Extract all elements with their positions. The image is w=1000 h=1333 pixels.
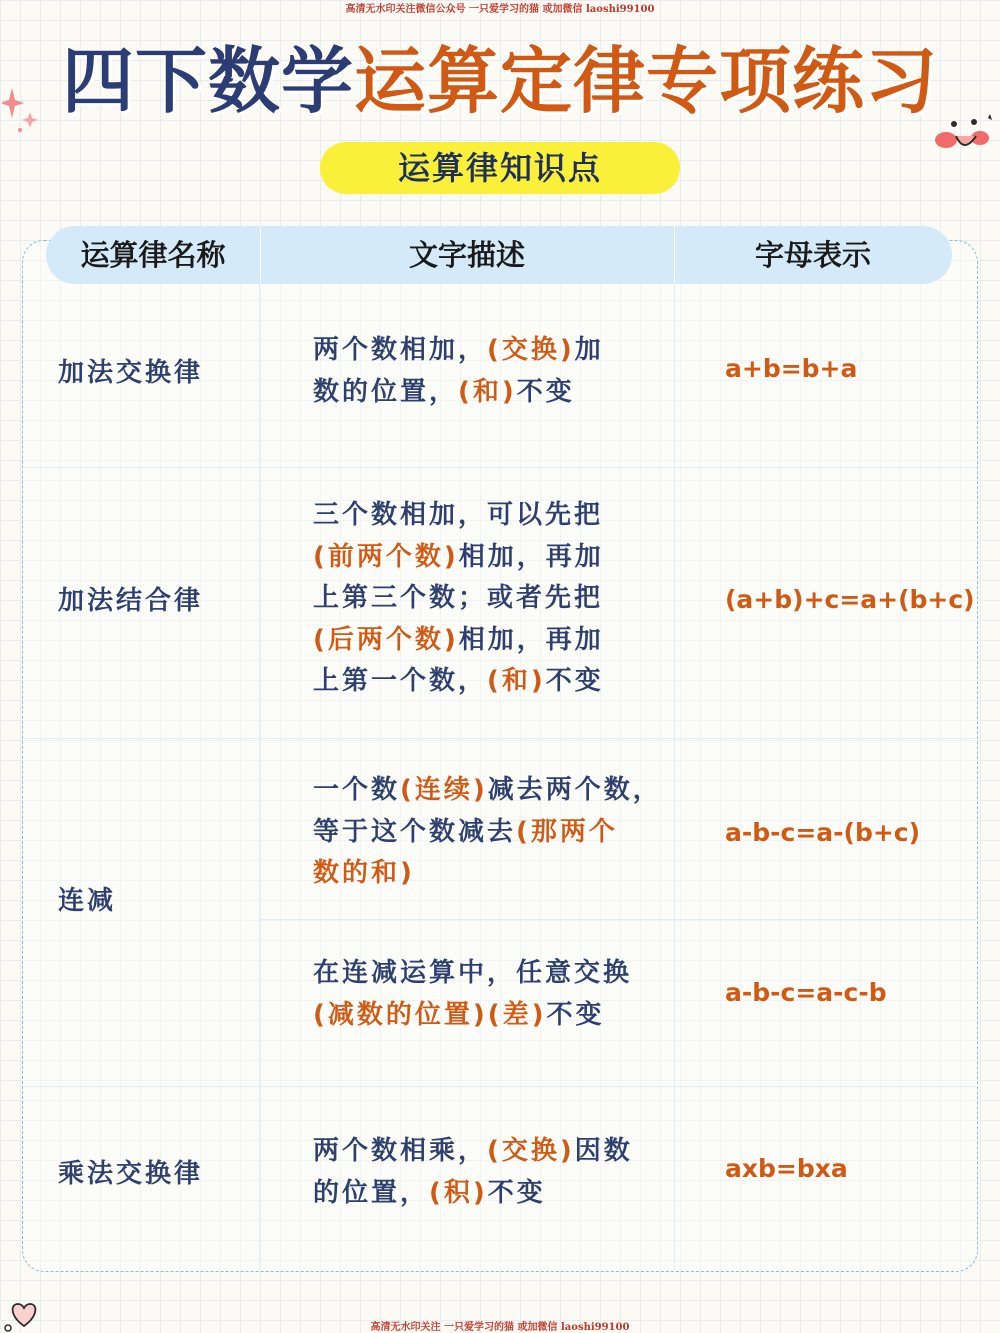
header-law-name: 运算律名称 [80, 238, 226, 272]
law-name: 乘法交换律 [58, 1159, 204, 1189]
row-divider [24, 1086, 976, 1087]
law-description [313, 1131, 633, 1214]
sparkle-icon [2, 86, 42, 136]
letter-formula: axb=bxa [725, 1154, 848, 1183]
title-part-grade: 四下数学 [61, 39, 354, 123]
law-name: 连减 [58, 886, 117, 916]
description-line: (前两个数)相加，再加 [313, 541, 604, 572]
description-line: 上第一个数，(和)不变 [313, 666, 604, 696]
description-line: 的位置，(积)不变 [313, 1177, 546, 1208]
highlight-text: (交换) [487, 1136, 575, 1166]
law-description [313, 330, 604, 413]
highlight-text: (那两个 [516, 816, 618, 847]
law-name: 加法交换律 [58, 358, 204, 388]
row-divider [260, 919, 976, 920]
top-watermark: 高清无水印关注微信公众号 一只爱学习的猫 或加微信 laoshi99100 [345, 4, 655, 15]
highlight-text: (前两个数) [313, 541, 459, 572]
highlight-text: (和) [487, 666, 546, 696]
description-line: 两个数相加，(交换)加 [313, 335, 604, 365]
highlight-text: (连续) [400, 775, 488, 805]
description-line: 等于这个数减去(那两个 [313, 816, 618, 847]
law-name: 加法结合律 [58, 586, 204, 616]
section-subtitle: 运算律知识点 [320, 142, 680, 194]
highlight-text: (和) [458, 376, 517, 407]
description-line: 上第三个数；或者先把 [313, 583, 604, 613]
row-divider [24, 467, 976, 468]
description-line: 在连减运算中，任意交换 [313, 958, 633, 988]
letter-formula: a-b-c=a-c-b [725, 978, 887, 1007]
letter-formula: a+b=b+a [725, 354, 858, 383]
law-description [313, 770, 662, 895]
highlight-text: (减数的位置)(差) [313, 999, 547, 1030]
highlight-text: (积) [429, 1177, 488, 1208]
highlight-text: (交换) [487, 335, 575, 365]
description-line [313, 853, 662, 895]
header-letter-expression: 字母表示 [754, 238, 871, 272]
row-divider [24, 738, 976, 739]
page-title [0, 36, 1000, 126]
description-line: (减数的位置)(差)不变 [313, 999, 605, 1030]
description-line: (后两个数)相加，再加 [313, 624, 604, 655]
law-description [313, 953, 632, 1036]
description-line: 两个数相乘，(交换)因数 [313, 1136, 633, 1166]
highlight-text: (后两个数) [313, 624, 459, 655]
column-divider [259, 284, 260, 1270]
title-part-topic: 运算定律专项练习 [354, 39, 939, 123]
letter-formula: a-b-c=a-(b+c) [725, 818, 921, 847]
table-header [46, 226, 952, 284]
bottom-watermark: 高清无水印关注 一只爱学习的猫 或加微信 laoshi99100 [370, 1322, 630, 1333]
description-line: 一个数(连续)减去两个数， [313, 775, 662, 805]
column-divider [674, 284, 675, 1270]
letter-formula: (a+b)+c=a+(b+c) [725, 585, 975, 614]
description-line: 三个数相加，可以先把 [313, 500, 604, 530]
header-text-description: 文字描述 [408, 238, 525, 272]
law-description [313, 495, 604, 703]
description-line: 数的位置，(和)不变 [313, 376, 575, 407]
smiley-face-icon [930, 108, 996, 166]
highlight-text: 数的和) [313, 858, 415, 888]
